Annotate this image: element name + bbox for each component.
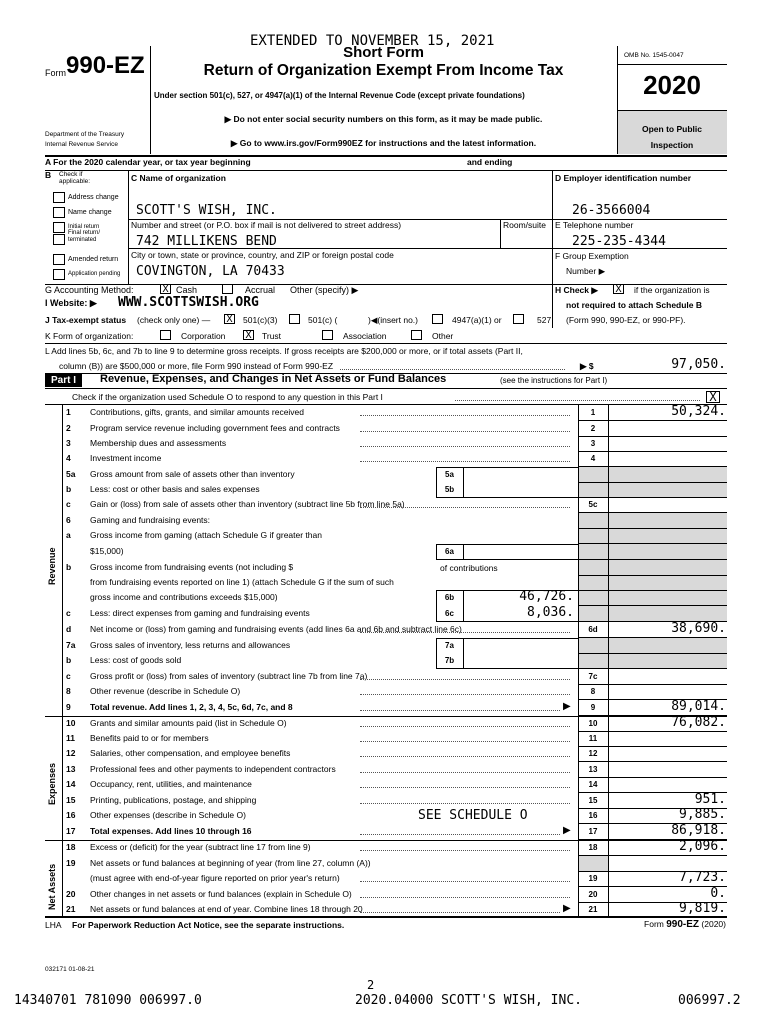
line-number: 13 bbox=[66, 764, 76, 774]
line-box-number: 4 bbox=[590, 454, 596, 463]
line-box-number: 19 bbox=[588, 874, 598, 883]
line-box-number: 6a bbox=[445, 547, 454, 556]
dept-line1: Department of the Treasury bbox=[45, 131, 125, 138]
line-description: Gross sales of inventory, less returns and allowances bbox=[90, 640, 291, 650]
line-l-arrow: ▶ $ bbox=[580, 361, 594, 371]
goto-notice: ▶ Go to www.irs.gov/Form990EZ for instructions and the latest information. bbox=[230, 138, 537, 148]
line6b-suffix: of contributions bbox=[440, 563, 498, 573]
line-number: 6 bbox=[66, 515, 71, 525]
line-description: Gross income from gaming (attach Schedule G if greater than bbox=[90, 530, 322, 540]
line-box-number: 12 bbox=[588, 749, 598, 758]
line-description: Gross income from fundraising events (not including $ bbox=[90, 562, 294, 572]
form-title: Return of Organization Exempt From Income Tax bbox=[203, 62, 564, 79]
accrual-label: Accrual bbox=[245, 285, 276, 295]
form-ref-year: (2020) bbox=[701, 919, 726, 929]
section-b-letter: B bbox=[45, 170, 52, 180]
other-method-label: Other (specify) ▶ bbox=[290, 285, 359, 295]
form-of-org-label: K Form of organization: bbox=[45, 331, 134, 341]
form-code: 032171 01-08-21 bbox=[45, 966, 95, 973]
line-description: Gaming and fundraising events: bbox=[90, 515, 211, 525]
line-box-number: 5b bbox=[444, 485, 455, 494]
line-description: from fundraising events reported on line 1) (attach Schedule G if the sum of such bbox=[90, 577, 394, 587]
line-description: Less: direct expenses from gaming and fundraising events bbox=[90, 608, 310, 618]
line-box-number: 5a bbox=[445, 470, 454, 479]
total-arrow-icon: ▶ bbox=[563, 903, 571, 914]
line-description: Gain or (loss) from sale of assets other than inventory (subtract line 5b from line 5a) bbox=[90, 499, 405, 509]
amended-return-checkbox[interactable] bbox=[53, 254, 65, 265]
line-l-text2: column (B)) are $500,000 or more, file Form 990 instead of Form 990-EZ bbox=[59, 361, 334, 371]
form-number: 990-EZ bbox=[66, 52, 145, 79]
group-exemption-label: F Group Exemption bbox=[555, 251, 629, 261]
corporation-checkbox[interactable] bbox=[160, 330, 171, 340]
line-box-number: 15 bbox=[588, 796, 598, 805]
line-description: Total revenue. Add lines 1, 2, 3, 4, 5c, 6d, 7c, and 8 bbox=[90, 702, 293, 712]
line-number: 7a bbox=[66, 640, 76, 650]
line-box-number: 7a bbox=[445, 641, 454, 650]
4947-checkbox[interactable] bbox=[432, 314, 443, 324]
accounting-method-label: G Accounting Method: bbox=[45, 285, 134, 295]
line-number: b bbox=[66, 484, 72, 494]
line-amount: 0. bbox=[710, 886, 726, 901]
line-description: Net income or (loss) from gaming and fundraising events (add lines 6a and 6b and subtract line 6c) bbox=[90, 624, 462, 634]
line-amount: 89,014. bbox=[671, 699, 726, 714]
form-word: Form bbox=[45, 68, 66, 78]
dept-line2: Internal Revenue Service bbox=[45, 141, 118, 148]
insert-number-label: )◀(insert no.) bbox=[368, 315, 418, 325]
group-exemption-number-label: Number ▶ bbox=[566, 266, 606, 276]
line-description: Printing, publications, postage, and shipping bbox=[90, 795, 257, 805]
line-box-number: 1 bbox=[590, 408, 596, 417]
extended-banner: EXTENDED TO NOVEMBER 15, 2021 bbox=[250, 33, 495, 49]
initial-return-checkbox[interactable] bbox=[53, 222, 65, 233]
city-state-zip: COVINGTON, LA 70433 bbox=[136, 264, 285, 279]
cash-label: Cash bbox=[176, 285, 198, 295]
line-amount: 38,690. bbox=[671, 621, 726, 636]
line-box-number: 7c bbox=[588, 672, 598, 681]
line-description: Professional fees and other payments to independent contractors bbox=[90, 764, 336, 774]
line-description: Investment income bbox=[90, 453, 162, 463]
check-h-label: H Check ▶ bbox=[555, 285, 598, 295]
501c3-label: 501(c)(3) bbox=[243, 315, 278, 325]
line-description: Less: cost or other basis and sales expenses bbox=[90, 484, 260, 494]
schedule-o-check-text: Check if the organization used Schedule O to respond to any question in this Part I bbox=[72, 392, 383, 402]
application-pending-checkbox[interactable] bbox=[53, 269, 65, 280]
line-box-number: 16 bbox=[588, 811, 598, 820]
line-number: 17 bbox=[66, 826, 76, 836]
527-checkbox[interactable] bbox=[513, 314, 524, 324]
tax-year: 2020 bbox=[643, 70, 701, 100]
page-number: 2 bbox=[367, 978, 375, 992]
line-description: Grants and similar amounts paid (list in Schedule O) bbox=[90, 718, 287, 728]
line-description: Gross amount from sale of assets other than inventory bbox=[90, 469, 295, 479]
line-number: b bbox=[66, 655, 72, 665]
total-arrow-icon: ▶ bbox=[563, 701, 571, 712]
tax-exempt-hint: (check only one) — bbox=[137, 315, 211, 325]
line-number: 11 bbox=[66, 733, 75, 743]
line-box-number: 6d bbox=[588, 625, 598, 634]
line-box-number: 21 bbox=[588, 905, 598, 914]
line-box-number: 3 bbox=[590, 439, 596, 448]
lha-label: LHA bbox=[45, 920, 62, 930]
open-line1: Open to Public bbox=[642, 124, 702, 134]
line-number: 14 bbox=[66, 779, 76, 789]
line-number: 15 bbox=[66, 795, 76, 805]
line-description: Net assets or fund balances at beginning of year (from line 27, column (A)) bbox=[90, 858, 371, 868]
line-description: $15,000) bbox=[90, 546, 124, 556]
line-number: 2 bbox=[66, 423, 71, 433]
center-identifier: 2020.04000 SCOTT'S WISH, INC. bbox=[355, 993, 582, 1008]
line-box-number: 7b bbox=[444, 656, 455, 665]
amended-return-label: Amended return bbox=[68, 256, 119, 263]
omb-number: OMB No. 1545-0047 bbox=[624, 52, 684, 59]
line-amount: 2,096. bbox=[679, 839, 726, 854]
501c-checkbox[interactable] bbox=[289, 314, 300, 324]
line-number: 20 bbox=[66, 889, 76, 899]
schedule-b-text1: if the organization is bbox=[634, 285, 710, 295]
line-number: c bbox=[66, 608, 71, 618]
city-label: City or town, state or province, country, and ZIP or foreign postal code bbox=[131, 250, 394, 260]
line-amount: 86,918. bbox=[671, 823, 726, 838]
right-identifier: 006997.2 bbox=[678, 993, 741, 1008]
line-description: Gross profit or (loss) from sales of inventory (subtract line 7b from line 7a) bbox=[90, 671, 368, 681]
total-arrow-icon: ▶ bbox=[563, 825, 571, 836]
address-change-checkbox[interactable] bbox=[53, 192, 65, 203]
line-description: Net assets or fund balances at end of year. Combine lines 18 through 20 bbox=[90, 904, 363, 914]
line-number: 5a bbox=[66, 469, 76, 479]
line-box-number: 18 bbox=[588, 843, 598, 852]
line-number: 19 bbox=[66, 858, 76, 868]
room-suite-label: Room/suite bbox=[503, 220, 546, 230]
line-number: 3 bbox=[66, 438, 71, 448]
line-description: Contributions, gifts, grants, and similar amounts received bbox=[90, 407, 305, 417]
schedule-o-checkbox[interactable]: X bbox=[706, 391, 720, 403]
department bbox=[45, 130, 124, 150]
line-box-number: 11 bbox=[588, 734, 598, 743]
501c3-checkbox[interactable]: X bbox=[224, 314, 235, 324]
gross-receipts-amount: 97,050. bbox=[671, 357, 726, 372]
cash-checkbox[interactable]: X bbox=[160, 284, 171, 294]
open-to-public bbox=[617, 121, 727, 153]
line-description: (must agree with end-of-year figure reported on prior year's return) bbox=[90, 873, 340, 883]
trust-checkbox[interactable]: X bbox=[243, 330, 254, 340]
association-checkbox[interactable] bbox=[322, 330, 333, 340]
final-return-checkbox[interactable] bbox=[53, 234, 65, 245]
schedule-b-text2: not required to attach Schedule B bbox=[566, 300, 703, 310]
phone-value: 225-235-4344 bbox=[572, 234, 666, 249]
line-description: gross income and contributions exceeds $15,000) bbox=[90, 592, 278, 602]
line-l-text1: L Add lines 5b, 6c, and 7b to line 9 to determine gross receipts. If gross receipts are $200,000 or more, or if total assets (Part II, bbox=[45, 346, 523, 356]
street-label: Number and street (or P.O. box if mail is not delivered to street address) bbox=[131, 220, 402, 230]
line-box-number: 14 bbox=[588, 780, 598, 789]
501c-label: 501(c) ( bbox=[308, 315, 338, 325]
other-org-label: Other bbox=[432, 331, 454, 341]
trust-label: Trust bbox=[262, 331, 282, 341]
name-change-checkbox[interactable] bbox=[53, 207, 65, 218]
4947-label: 4947(a)(1) or bbox=[452, 315, 502, 325]
line-description: Membership dues and assessments bbox=[90, 438, 227, 448]
line-amount: 46,726. bbox=[519, 589, 574, 604]
line-description: Program service revenue including government fees and contracts bbox=[90, 423, 340, 433]
open-line2: Inspection bbox=[650, 140, 694, 150]
line-box-number: 2 bbox=[590, 424, 596, 433]
street-address: 742 MILLIKENS BEND bbox=[136, 234, 277, 249]
line-box-number: 13 bbox=[588, 765, 598, 774]
section-a-label: A For the 2020 calendar year, or tax year beginning bbox=[45, 157, 251, 167]
name-change-label: Name change bbox=[68, 209, 112, 216]
line-box-number: 17 bbox=[588, 827, 598, 836]
net-assets-side-label: Net Assets bbox=[47, 863, 57, 910]
line-description: Other revenue (describe in Schedule O) bbox=[90, 686, 241, 696]
line-number: a bbox=[66, 530, 71, 540]
form-subtitle: Under section 501(c), 527, or 4947(a)(1) of the Internal Revenue Code (except private foundations) bbox=[154, 91, 525, 100]
corporation-label: Corporation bbox=[181, 331, 226, 341]
line-amount: 9,885. bbox=[679, 807, 726, 822]
line-box-number: 5c bbox=[588, 500, 598, 509]
line-number: 8 bbox=[66, 686, 71, 696]
line-number: c bbox=[66, 671, 71, 681]
line-number: c bbox=[66, 499, 71, 509]
line-description: Total expenses. Add lines 10 through 16 bbox=[90, 826, 252, 836]
website-value: WWW.SCOTTSWISH.ORG bbox=[118, 295, 259, 310]
part1-tag: Part I bbox=[45, 374, 82, 387]
ein-value: 26-3566004 bbox=[572, 203, 651, 218]
line-amount: 8,036. bbox=[527, 605, 574, 620]
accrual-checkbox[interactable] bbox=[222, 284, 233, 294]
line16-note: SEE SCHEDULE O bbox=[418, 808, 528, 823]
short-form-label: Short Form bbox=[343, 44, 424, 61]
org-name: SCOTT'S WISH, INC. bbox=[136, 203, 277, 218]
paperwork-notice: For Paperwork Reduction Act Notice, see the separate instructions. bbox=[72, 920, 345, 930]
application-pending-label: Application pending bbox=[68, 271, 121, 277]
initial-return-label: Initial return bbox=[68, 224, 100, 230]
line-amount: 7,723. bbox=[679, 870, 726, 885]
phone-label: E Telephone number bbox=[555, 220, 634, 230]
revenue-side-label: Revenue bbox=[47, 547, 57, 585]
check-if-applicable: Check if applicable: bbox=[59, 171, 91, 185]
address-change-label: Address change bbox=[68, 194, 119, 201]
left-identifier: 14340701 781090 006997.0 bbox=[14, 993, 202, 1008]
line-box-number: 8 bbox=[590, 687, 596, 696]
line-box-number: 20 bbox=[588, 890, 598, 899]
line-description: Salaries, other compensation, and employee benefits bbox=[90, 748, 291, 758]
line-number: b bbox=[66, 562, 72, 572]
expenses-side-label: Expenses bbox=[47, 762, 57, 805]
form-ref-number: 990-EZ bbox=[666, 919, 700, 930]
line-description: Less: cost of goods sold bbox=[90, 655, 182, 665]
line-amount: 9,819. bbox=[679, 901, 726, 916]
website-label: I Website: ▶ bbox=[45, 298, 97, 308]
schedule-b-checkbox[interactable]: X bbox=[613, 284, 624, 294]
section-a-and-ending: and ending bbox=[467, 157, 513, 167]
line-amount: 76,082. bbox=[671, 715, 726, 730]
527-label: 527 bbox=[537, 315, 552, 325]
line-box-number: 9 bbox=[590, 703, 596, 712]
line-description: Other expenses (describe in Schedule O) bbox=[90, 810, 246, 820]
org-name-label: C Name of organization bbox=[131, 173, 226, 183]
line-number: 16 bbox=[66, 810, 76, 820]
ein-label: D Employer identification number bbox=[555, 173, 692, 183]
association-label: Association bbox=[343, 331, 387, 341]
ssn-notice: ▶ Do not enter social security numbers on this form, as it may be made public. bbox=[224, 114, 543, 124]
line-number: 21 bbox=[66, 904, 76, 914]
line-number: 12 bbox=[66, 748, 76, 758]
line-box-number: 6c bbox=[445, 609, 454, 618]
line-box-number: 10 bbox=[588, 719, 598, 728]
form-ref bbox=[644, 919, 726, 930]
other-org-checkbox[interactable] bbox=[411, 330, 422, 340]
line-description: Occupancy, rent, utilities, and maintenance bbox=[90, 779, 252, 789]
line-number: 1 bbox=[66, 407, 71, 417]
final-return-label: Final return/ terminated bbox=[68, 230, 101, 243]
line-number: 9 bbox=[66, 702, 71, 712]
line-description: Benefits paid to or for members bbox=[90, 733, 209, 743]
line-box-number: 6b bbox=[444, 593, 455, 602]
form-ref-prefix: Form bbox=[644, 919, 664, 929]
line-number: 4 bbox=[66, 453, 71, 463]
line-number: d bbox=[66, 624, 72, 634]
part1-title: Revenue, Expenses, and Changes in Net Assets or Fund Balances bbox=[100, 373, 447, 385]
line-number: 18 bbox=[66, 842, 76, 852]
line-description: Other changes in net assets or fund balances (explain in Schedule O) bbox=[90, 889, 352, 899]
schedule-b-text3: (Form 990, 990-EZ, or 990-PF). bbox=[566, 315, 686, 325]
line-amount: 50,324. bbox=[671, 404, 726, 419]
line-description: Excess or (deficit) for the year (subtract line 17 from line 9) bbox=[90, 842, 311, 852]
line-number: 10 bbox=[66, 718, 76, 728]
part1-title-note: (see the instructions for Part I) bbox=[500, 376, 608, 385]
line-amount: 951. bbox=[694, 792, 726, 807]
tax-exempt-label: J Tax-exempt status bbox=[45, 315, 127, 325]
